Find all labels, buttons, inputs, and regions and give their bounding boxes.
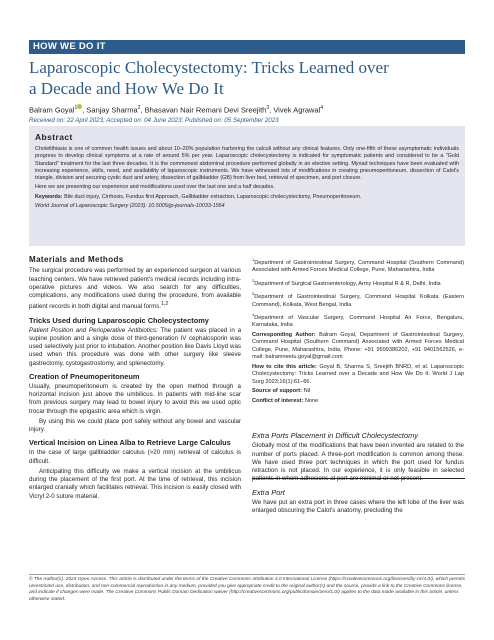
patient-position-label: Patient Position and Perioperative Antibiotics: xyxy=(29,326,158,334)
abstract-text: Cholelithiasis is one of common health issues and about 10–20% population harboring the calculi without any clinical features. Only one-fifth of these asymptomatic individuals progress to develop clinical symptoms at a rate of around 5% per year. Laparoscopic cholecystectomy is indicated for symptomatic patients and considered to be a "Gold Standard" treatment for the last three decades. It is the commonest abdominal procedure performed globally in an elective setting. Myriad techniques have been evaluated with increasing experience, skills, need, and availability of laparoscopic instruments. We have witnessed lots of modifications in creating pneumoperitoneum, dissection of Calot's triangle, division and securing cystic duct and artery, dissection of gallbladder (GB) from liver bed, retrieval of specimen, and port closure. xyxy=(35,146,459,182)
extra-ports-paragraph: Globally most of the modifications that have been invented are related to the number of ports placed. A three-port modification is common among these. We have used three port techniques in which the port used for fundus retraction is not placed. In our experience, it is only feasible in selected xyxy=(252,442,464,475)
keywords-text: Bile duct injury, Cirrhosis, Fundus first Approach, Gallbladder extraction, Laparoscopic cholecystectomy, Pneumoperitoneum. xyxy=(64,193,362,200)
corresponding-author-text[interactable]: Balram Goyal, Department of Gastrointestinal Surgery, Command Hospital (Southern Command) Associated with Armed Forces Medical College, Pune, Maharashtra, India, Phone: +91 9599386202, +91 9401562526, e-mail: balramneetu.goyal@gmail.com xyxy=(252,331,464,361)
keywords xyxy=(35,194,459,201)
subheading-extra-port: Extra Port xyxy=(252,487,285,497)
affiliation-2 xyxy=(252,277,464,288)
article-title xyxy=(29,57,465,99)
patient-position-text: The patient was placed in a supine position and a single dose of third-generation IV cephalosporin was used selectively just prior to intubation. Another position like Davis Lloyd was used when this procedure was done with other surgery like sleeve gastrectomy, cystogastrostomy, and splenectomy. xyxy=(29,326,242,367)
subheading-extra-ports: Extra Ports Placement in Difficult Cholecystectomy xyxy=(252,431,418,441)
affiliation-3 xyxy=(252,290,464,309)
vertical-incision-paragraph-1: In the case of large gallbladder calculus (>20 mm) retrieval of calculus is difficult. xyxy=(29,449,241,465)
conflict-of-interest xyxy=(252,398,464,406)
affiliation-1 xyxy=(252,256,464,275)
abstract-note: Here we are presenting our experience and modifications used over the last one and a half decades. xyxy=(35,184,275,191)
affiliation-text: Department of Vascular Surgery, Command Hospital Air Force, Bengaluru, Karnataka, India xyxy=(252,314,464,329)
orcid-icon[interactable] xyxy=(77,104,82,109)
author-affil-sup: 1 xyxy=(74,105,78,111)
section-heading-materials: Materials and Methods xyxy=(29,255,124,264)
pneumoperitoneum-paragraph-1: Usually, pneumoperitoneum is created by the open method through a horizontal incision just above the umbilicus. In patients with mid-line scar from previous surgery may lead to bowel injury to avoid this we used optic trocar through the epigastric area which is virgin. xyxy=(29,382,241,415)
pneumoperitoneum-paragraph-2: By using this we could place port safely without any bowel and vascular injury. xyxy=(29,417,241,434)
title-line-1: Laparoscopic Cholecystectomy: Tricks Learned over xyxy=(29,58,389,77)
author-name[interactable]: Bhasavan Nair Remani Devi Sreejith xyxy=(144,105,267,115)
author-affil-sup: 2 xyxy=(137,105,141,111)
subheading-tricks: Tricks Used during Laparoscopic Cholecystectomy xyxy=(29,315,209,325)
author-name[interactable]: Sanjay Sharma xyxy=(86,105,138,115)
methods-intro-text: The surgical procedure was performed by an experienced surgeon at various teaching centers. We have retrieved patient's medical records including intra-operative pictures and videos. We also search for any difficulties, complications, any modifications used during the procedure, from available patient records in both digital and manual forms. xyxy=(29,267,241,311)
how-to-cite-text: Goyal B, Sharma S, Sreejith BNRD, et al. Laparoscopic Cholecystectomy: Tricks Learned over a Decade and How We Do It. World J Lap Surg 2023;16(1):61–66. xyxy=(252,363,464,385)
corresponding-author xyxy=(252,332,464,362)
abstract-box xyxy=(29,126,465,246)
footer-rule xyxy=(29,574,465,575)
affiliation-sup: 1 xyxy=(252,257,255,262)
author-list: Balram Goyal$^1$ , Sanjay Sharma$^2$, Bhasavan Nair Remani Devi Sreejith$^3$, Vivek Agrawal$^4$ xyxy=(29,105,324,115)
affiliation-4 xyxy=(252,311,464,330)
license-footer: © The Author(s). 2023 Open Access. This article is distributed under the terms of the Creative Commons Attribution 4.0 International License (https://creativecommons.org/licenses/by-nc/4.0/), which permits unrestricted use, distribution, and non-commercial reproduction in any medium, provided you give appropriate credit to the original author(s) and the source, provide a link to the Creative Commons license, and indicate if changes were made. The Creative Commons Public Domain Dedication waiver (http://creativecommons.org/publicdomain/zero/1.0/) applies to the data made available in this article, unless otherwise stated. xyxy=(29,577,465,602)
left-column xyxy=(29,256,241,503)
title-line-2: a Decade and How We Do It xyxy=(29,79,224,98)
author-name[interactable]: Balram Goyal xyxy=(29,105,75,115)
author-name[interactable]: Vivek Agrawal xyxy=(273,105,321,115)
reference-link[interactable]: 1,2 xyxy=(161,301,169,308)
section-label: HOW WE DO IT xyxy=(29,40,465,54)
how-to-cite xyxy=(252,364,464,387)
patient-position-paragraph xyxy=(29,327,241,368)
methods-intro xyxy=(29,267,241,311)
conflict-of-interest-text: None xyxy=(303,397,319,404)
keywords-label: Keywords: xyxy=(35,193,63,200)
affiliation-sup: 4 xyxy=(252,312,255,318)
affiliation-sup: 2 xyxy=(252,277,255,283)
affiliation-sup: 3 xyxy=(252,291,255,297)
journal-citation[interactable]: World Journal of Laparoscopic Surgery (2023): 10.5005/jp-journals-10033-1554 xyxy=(35,203,225,210)
affiliation-text: Department of Gastrointestinal Surgery, Command Hospital Kolkata (Eastern Command), Kolkata, West Bengal, India xyxy=(252,294,464,308)
source-of-support xyxy=(252,388,464,396)
subheading-pneumoperitoneum: Creation of Pneumoperitoneum xyxy=(29,371,140,381)
publication-dates: Received on: 22 April 2023; Accepted on: 04 June 2023; Published on: 05 September 2023 xyxy=(29,117,279,124)
column-spacer xyxy=(252,407,464,427)
extra-port-paragraph: We have put an extra port in three cases where the left lobe of the liver was enlarged obscuring the Calot's anatomy, precluding the xyxy=(252,498,464,514)
author-affil-sup: 4 xyxy=(320,105,324,111)
corresponding-author-label: Corresponding Author: xyxy=(252,331,316,338)
how-to-cite-label: How to cite this article: xyxy=(252,363,317,370)
conflict-of-interest-label: Conflict of interest: xyxy=(252,397,304,404)
source-of-support-text: Nil xyxy=(302,388,311,395)
source-of-support-label: Source of support: xyxy=(252,388,303,395)
vertical-incision-paragraph-2: Anticipating this difficulty we make a vertical incision at the umbilicus during the placement of the first port. At the time of retrieval, this incision enlarged cranially which facilitates retrieval. This incision is easily closed with Vicryl 2-0 suture material. xyxy=(29,467,241,500)
affiliation-text: Department of Surgical Gastroenterology, Army Hospital R & R, Delhi, India xyxy=(254,280,441,287)
subheading-vertical-incision: Vertical Incision on Linea Alba to Retrieve Large Calculus xyxy=(29,438,231,448)
abstract-heading: Abstract xyxy=(35,132,73,142)
author-affil-sup: 3 xyxy=(266,105,270,111)
column-divider xyxy=(252,478,465,479)
affiliation-text: Department of Gastrointestinal Surgery, Command Hospital (Southern Command) Associated with Armed Forces Medical College, Pune, Maharashtra, India xyxy=(252,259,464,274)
